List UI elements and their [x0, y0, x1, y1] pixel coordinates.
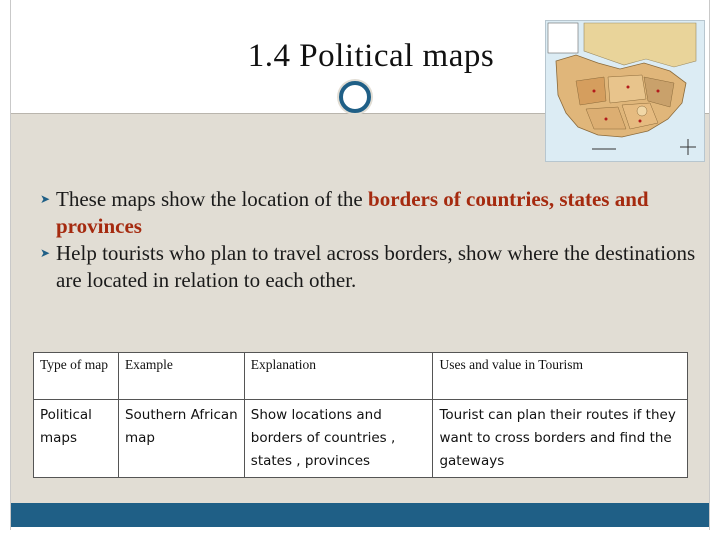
bullet-item	[40, 186, 700, 240]
table-cell: Political maps	[34, 400, 119, 478]
bullet-marker-icon: ➤	[40, 246, 51, 260]
table-header-cell: Type of map	[34, 353, 119, 400]
table-header-cell: Example	[118, 353, 244, 400]
table-header-cell: Explanation	[244, 353, 433, 400]
table-cell: Tourist can plan their routes if they want to cross borders and find the gateways	[433, 400, 688, 478]
table-header-cell: Uses and value in Tourism	[433, 353, 688, 400]
decorative-ring	[339, 81, 371, 113]
bullet-highlight: borders of countries, states and provinces	[56, 187, 649, 238]
bullet-item	[40, 240, 700, 294]
table-cell: Southern African map	[118, 400, 244, 478]
map-illustration	[546, 21, 704, 161]
table-row	[34, 400, 688, 478]
bullet-marker-icon: ➤	[40, 192, 51, 206]
table-cell: Show locations and borders of countries , states , provinces	[244, 400, 433, 478]
map-types-table	[33, 352, 688, 478]
south-africa-map-image	[545, 20, 705, 162]
footer-bar	[11, 503, 709, 527]
slide-title: 1.4 Political maps	[247, 38, 495, 74]
table-header-row	[34, 353, 688, 400]
bullet-text: These maps show the location of the	[56, 187, 369, 211]
bullet-list	[40, 186, 700, 294]
bullet-text: Help tourists who plan to travel across borders, show where the destinations are located in relation to each other.	[56, 241, 696, 292]
